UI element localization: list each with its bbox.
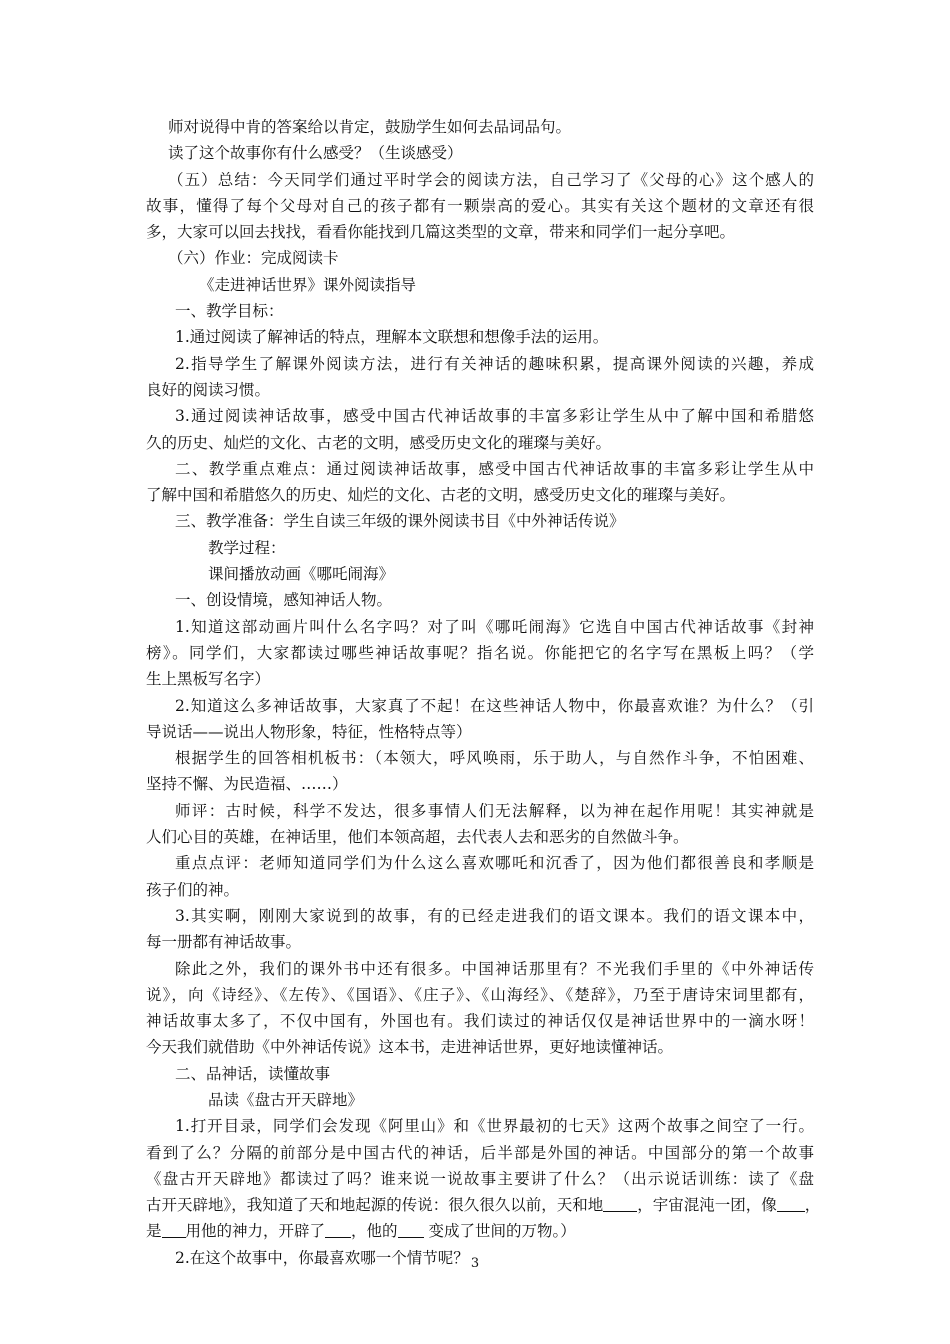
paragraph-line: 生上黑板写名字） bbox=[146, 670, 271, 689]
fill-in-text: ，他的 bbox=[351, 1222, 398, 1241]
paragraph-lines bbox=[146, 114, 814, 1192]
paragraph-line: 良好的阅读习惯。 bbox=[146, 380, 271, 399]
paragraph-line: 重点点评：老师知道同学们为什么这么喜欢哪吒和沉香了，因为他们都很善良和孝顺是 bbox=[175, 854, 814, 873]
paragraph-line: 三、教学准备：学生自读三年级的课外阅读书目《中外神话传说》 bbox=[175, 512, 625, 531]
paragraph-line: 说》，向《诗经》、《左传》、《国语》、《庄子》、《山海经》、《楚辞》，乃至于唐诗宋词里都有， bbox=[146, 985, 814, 1004]
paragraph-line: 2.指导学生了解课外阅读方法，进行有关神话的趣味积累，提高课外阅读的兴趣，养成 bbox=[175, 354, 814, 373]
document-body bbox=[146, 114, 821, 1271]
paragraph-line: 师对说得中肯的答案给以肯定，鼓励学生如何去品词品句。 bbox=[168, 118, 572, 136]
paragraph-line: 《盘古开天辟地》都读过了吗？谁来说一说故事主要讲了什么？（出示说话训练：读了《盘 bbox=[146, 1169, 814, 1188]
paragraph-line: 故事，懂得了每个父母对自己的孩子都有一颗崇高的爱心。其实有关这个题材的文章还有很 bbox=[146, 196, 814, 215]
blank-underline bbox=[162, 1221, 186, 1238]
paragraph-line: 二、教学重点难点：通过阅读神话故事，感受中国古代神话故事的丰富多彩让学生从中 bbox=[175, 459, 814, 478]
paragraph-line: 除此之外，我们的课外书中还有很多。中国神话那里有？不光我们手里的《中外神话传 bbox=[175, 959, 814, 978]
paragraph-line: 课间播放动画《哪吒闹海》 bbox=[208, 565, 395, 584]
paragraph-line: （五）总结：今天同学们通过平时学会的阅读方法，自己学习了《父母的心》这个感人的 bbox=[168, 170, 814, 189]
paragraph-line: 今天我们就借助《中外神话传说》这本书，走进神话世界，更好地读懂神话。 bbox=[146, 1038, 674, 1057]
paragraph-line: 1.打开目录，同学们会发现《阿里山》和《世界最初的七天》这两个故事之间空了一行。 bbox=[175, 1117, 814, 1136]
paragraph-line: 坚持不懈、为民造福、……） bbox=[146, 775, 348, 794]
paragraph-line: 多，大家可以回去找找，看看你能找到几篇这类型的文章，带来和同学们一起分享吧。 bbox=[146, 223, 736, 242]
paragraph-line: 神话故事太多了，不仅中国有，外国也有。我们读过的神话仅仅是神话世界中的一滴水呀！ bbox=[146, 1012, 814, 1031]
paragraph-line: 导说话——说出人物形象，特征，性格特点等） bbox=[146, 722, 472, 741]
fill-in-text: 变成了世间的万物。） bbox=[423, 1222, 576, 1241]
paragraph-line: 根据学生的回答相机板书：（本领大，呼风唤雨，乐于助人，与自然作斗争，不怕困难、 bbox=[175, 749, 814, 768]
fill-in-text: 是 bbox=[146, 1222, 162, 1241]
paragraph-line: 看到了么？分隔的前部分是中国古代的神话，后半部是外国的神话。中国部分的第一个故事 bbox=[146, 1143, 814, 1162]
page-number: 3 bbox=[470, 1256, 480, 1271]
paragraph-line: （六）作业：完成阅读卡 bbox=[168, 249, 339, 268]
paragraph-line: 二、品神话，读懂故事 bbox=[175, 1064, 331, 1083]
paragraph-line: 久的历史、灿烂的文化、古老的文明，感受历史文化的璀璨与美好。 bbox=[146, 433, 612, 452]
paragraph-line: 一、教学目标： bbox=[175, 302, 284, 321]
fill-in-text: ， bbox=[804, 1196, 821, 1215]
blank-underline bbox=[603, 1195, 637, 1212]
paragraph-line: 2.在这个故事中，你最喜欢哪一个情节呢？ bbox=[175, 1248, 469, 1267]
fill-in-text: ，宇宙混沌一团，像 bbox=[637, 1196, 777, 1215]
paragraph-line: 人们心目的英雄，在神话里，他们本领高超，去代表人去和恶劣的自然做斗争。 bbox=[146, 828, 689, 847]
paragraph-line: 教学过程： bbox=[208, 538, 286, 557]
paragraph-line: 1.知道这部动画片叫什么名字吗？对了叫《哪吒闹海》它选自中国古代神话故事《封神 bbox=[175, 617, 814, 636]
paragraph-line: 读了这个故事你有什么感受？（生谈感受） bbox=[168, 144, 463, 163]
paragraph-line: 一、创设情境，感知神话人物。 bbox=[175, 591, 393, 610]
paragraph-line: 品读《盘古开天辟地》 bbox=[208, 1090, 364, 1109]
blank-underline bbox=[398, 1221, 424, 1238]
paragraph-line: 3.通过阅读神话故事，感受中国古代神话故事的丰富多彩让学生从中了解中国和希腊悠 bbox=[175, 407, 814, 426]
paragraph-line: 3.其实啊，刚刚大家说到的故事，有的已经走进我们的语文课本。我们的语文课本中， bbox=[175, 906, 814, 925]
fill-in-text: 古开天辟地》，我知道了天和地起源的传说：很久很久以前，天和地 bbox=[146, 1196, 604, 1215]
fill-in-line-1 bbox=[146, 1192, 821, 1218]
blank-underline bbox=[777, 1195, 805, 1212]
paragraph-line: 每一册都有神话故事。 bbox=[146, 933, 302, 952]
paragraph-line: 2.知道这么多神话故事，大家真了不起！在这些神话人物中，你最喜欢谁？为什么？（引 bbox=[175, 696, 814, 715]
paragraph-line: 孩子们的神。 bbox=[146, 880, 240, 899]
fill-in-line-2 bbox=[146, 1218, 814, 1244]
paragraph-line: 榜》。同学们，大家都读过哪些神话故事呢？指名说。你能把它的名字写在黑板上吗？（学 bbox=[146, 643, 814, 662]
paragraph-line: 师评：古时候，科学不发达，很多事情人们无法解释，以为神在起作用呢！其实神就是 bbox=[175, 801, 814, 820]
blank-underline bbox=[325, 1221, 351, 1238]
paragraph-line: 《走进神话世界》课外阅读指导 bbox=[199, 275, 417, 294]
fill-in-text: 用他的神力，开辟了 bbox=[185, 1222, 326, 1241]
paragraph-line: 1.通过阅读了解神话的特点，理解本文联想和想像手法的运用。 bbox=[175, 328, 609, 347]
paragraph-line: 了解中国和希腊悠久的历史、灿烂的文化、古老的文明，感受历史文化的璀璨与美好。 bbox=[146, 486, 736, 505]
